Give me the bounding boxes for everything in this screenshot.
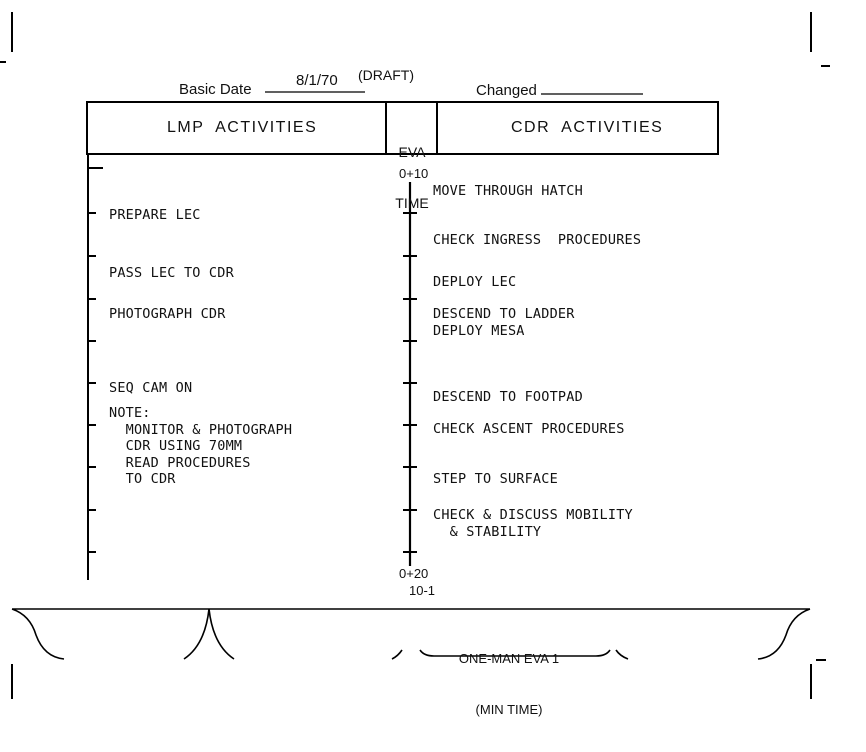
footer-title-line2: (MIN TIME): [475, 702, 543, 717]
footer-title: [434, 616, 584, 752]
cdr-activities-header: CDR ACTIVITIES: [511, 119, 664, 136]
draft-label: (DRAFT): [358, 67, 414, 83]
cdr-activity: MOVE THROUGH HATCH: [433, 183, 583, 199]
footer-tab-outline: [12, 609, 810, 659]
cdr-activity: CHECK ASCENT PROCEDURES: [433, 421, 625, 437]
changed-label: Changed: [476, 82, 537, 99]
time-end-label: 0+20: [399, 566, 429, 581]
eva-time-line2: TIME: [395, 195, 429, 211]
footer-title-line1: ONE-MAN EVA 1: [458, 651, 560, 666]
cdr-activity: CHECK & DISCUSS MOBILITY & STABILITY: [433, 507, 633, 540]
lmp-note: NOTE: MONITOR & PHOTOGRAPH CDR USING 70MM READ PROCEDURES TO CDR: [109, 405, 293, 487]
lmp-activity: SEQ CAM ON: [109, 380, 193, 396]
cdr-activity: DEPLOY LEC: [433, 274, 517, 290]
basic-date-value: 8/1/70: [296, 72, 338, 89]
cdr-activity: DESCEND TO FOOTPAD: [433, 389, 583, 405]
lmp-rule-ticks: [88, 168, 103, 552]
cdr-activity: DESCEND TO LADDER DEPLOY MESA: [433, 306, 575, 339]
lmp-activity: PHOTOGRAPH CDR: [109, 306, 226, 322]
lmp-activities-header: LMP ACTIVITIES: [167, 119, 318, 136]
page-number: 10-1: [409, 583, 436, 598]
basic-date-label: Basic Date: [179, 81, 252, 98]
eva-time-line1: EVA: [398, 144, 426, 160]
time-start-label: 0+10: [399, 166, 429, 181]
cdr-activity: CHECK INGRESS PROCEDURES: [433, 232, 642, 248]
lmp-activity: PASS LEC TO CDR: [109, 265, 234, 281]
cdr-activity: STEP TO SURFACE: [433, 471, 558, 487]
lmp-activity: PREPARE LEC: [109, 207, 201, 223]
